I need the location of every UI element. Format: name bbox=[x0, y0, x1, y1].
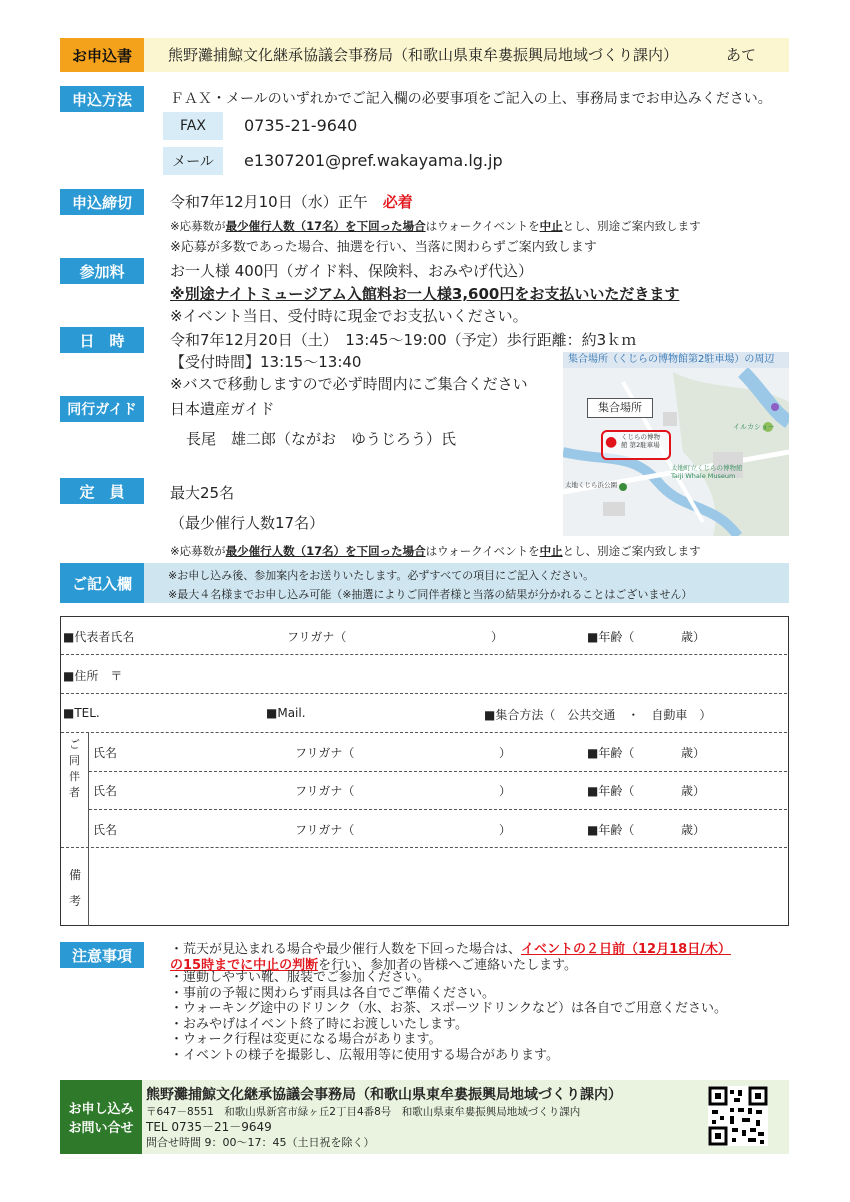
date-line3: ※バスで移動しますので必ず時間内にご集合ください bbox=[170, 375, 528, 393]
companion-name-label: 氏名 bbox=[93, 746, 118, 760]
map-pin-label: くじらの博物館 第2駐車場 bbox=[621, 433, 660, 449]
rep-age-label: ■年齢（ bbox=[587, 630, 635, 644]
companion-name-label: 氏名 bbox=[93, 823, 118, 837]
footer-address: 〒647－8551 和歌山県新宮市緑ヶ丘2丁目4番8号 和歌山県東牟婁振興局地域づくり課内 bbox=[146, 1106, 581, 1118]
method-tag: 申込方法 bbox=[60, 86, 144, 112]
guide-line2: 長尾 雄二郎（ながお ゆうじろう）氏 bbox=[186, 430, 457, 448]
deadline-date: 令和7年12月10日（水）正午 必着 bbox=[170, 193, 413, 211]
map-title: 集合場所（くじらの博物館第2駐車場）の周辺 bbox=[563, 352, 789, 368]
deadline-note1: ※応募数が最少催行人数（17名）を下回った場合はウォークイベントを中止とし、別途ご案内致します bbox=[170, 219, 701, 233]
header-tag: お申込書 bbox=[60, 38, 144, 72]
companion-furigana-label: フリガナ（ bbox=[295, 746, 355, 760]
companion-age-unit: 歳） bbox=[681, 823, 706, 837]
fee-line3: ※イベント当日、受付時に現金でお支払いください。 bbox=[170, 307, 528, 325]
map-label-museum: 太地町立くじらの博物館 Taiji Whale Museum bbox=[671, 464, 743, 480]
gather-method-label: ■集合方法（ 公共交通 ・ 自動車 ） bbox=[484, 708, 712, 722]
companion-age-unit: 歳） bbox=[681, 746, 706, 760]
header-suffix: あて bbox=[726, 46, 757, 64]
capacity-tag: 定 員 bbox=[60, 478, 144, 504]
date-line2: 【受付時間】13:15～13:40 bbox=[170, 353, 362, 371]
form-divider bbox=[61, 847, 787, 848]
rep-name-label: ■代表者氏名 bbox=[63, 630, 135, 644]
caution-line1: ・荒天が見込まれる場合や最少催行人数を下回った場合は、イベントの２日前（12月18日/木） bbox=[170, 942, 731, 957]
companion-label: ご同伴者 bbox=[69, 738, 80, 799]
caution-tag: 注意事項 bbox=[60, 942, 144, 968]
companion-age-label: ■年齢（ bbox=[587, 746, 635, 760]
companion-furigana-label: フリガナ（ bbox=[295, 784, 355, 798]
companion-age-label: ■年齢（ bbox=[587, 784, 635, 798]
footer-tel[interactable]: TEL 0735－21－9649 bbox=[146, 1120, 272, 1134]
method-desc: ＦＡＸ・メールのいずれかでご記入欄の必要事項をご記入の上、事務局までお申込みください。 bbox=[170, 91, 772, 107]
date-tag: 日 時 bbox=[60, 327, 144, 353]
remarks-label: 備考 bbox=[69, 868, 82, 908]
header-recipient: 熊野灘捕鯨文化継承協議会事務局（和歌山県東牟婁振興局地域づくり課内） bbox=[168, 46, 679, 64]
meeting-map[interactable] bbox=[563, 352, 789, 536]
guide-tag: 同行ガイド bbox=[60, 396, 144, 422]
deadline-must: 必着 bbox=[382, 193, 413, 211]
date-line1: 令和7年12月20日（土） 13:45～19:00（予定）歩行距離：約3ｋｍ bbox=[170, 331, 637, 349]
deadline-note2: ※応募が多数であった場合、抽選を行い、当落に関わらずご案内致します bbox=[170, 240, 597, 255]
caution-list bbox=[170, 970, 727, 1063]
footer-org: 熊野灘捕鯨文化継承協議会事務局（和歌山県東牟婁振興局地域づくり課内） bbox=[146, 1087, 622, 1103]
caution-item: ・ウォーキング途中のドリンク（水、お茶、スポーツドリンクなど）は各自でご用意ください。 bbox=[170, 1001, 728, 1016]
companion-furigana-label: フリガナ（ bbox=[295, 823, 355, 837]
companion-age-label: ■年齢（ bbox=[587, 823, 635, 837]
companion-furigana-close: ） bbox=[499, 823, 512, 837]
footer-hours: 問合せ時間 9：00～17：45（土日祝を除く） bbox=[146, 1136, 375, 1149]
fee-line1: お一人様 400円（ガイド料、保険料、おみやげ代込） bbox=[170, 262, 533, 280]
companion-furigana-close: ） bbox=[499, 784, 512, 798]
capacity-line1: 最大25名 bbox=[170, 484, 235, 502]
map-label-dolphin: イルカショー bbox=[733, 423, 775, 431]
companion-age-unit: 歳） bbox=[681, 784, 706, 798]
entry-tag: ご記入欄 bbox=[60, 563, 144, 603]
map-label-park: 太地くじら浜公園 bbox=[565, 481, 617, 489]
mail-field-label: ■Mail. bbox=[266, 706, 306, 720]
map-graphic bbox=[563, 352, 789, 536]
fee-line2: ※別途ナイトミュージアム入館料お一人様3,600円をお支払いいただきます bbox=[170, 285, 680, 303]
form-divider bbox=[89, 771, 787, 772]
rep-age-unit: 歳） bbox=[681, 630, 706, 644]
application-form bbox=[60, 616, 789, 926]
caution-item: ・おみやげはイベント終了時にお渡しいたします。 bbox=[170, 1016, 468, 1032]
form-column-divider bbox=[88, 732, 89, 926]
guide-line1: 日本遺産ガイド bbox=[170, 400, 275, 418]
caution-line2: の15時までに中止の判断を行い、参加者の皆様へご連絡いたします。 bbox=[170, 958, 578, 973]
map-callout: 集合場所 bbox=[587, 398, 653, 418]
caution-item: ・事前の予報に関わらず雨具は各自でご準備ください。 bbox=[170, 985, 496, 1001]
entry-note2: ※最大４名様までお申し込み可能（※抽選によりご同伴者様と当落の結果が分かれることはございません） bbox=[168, 588, 693, 601]
capacity-note: ※応募数が最少催行人数（17名）を下回った場合はウォークイベントを中止とし、別途ご案内致します bbox=[170, 544, 701, 558]
form-divider bbox=[61, 732, 787, 733]
companion-furigana-close: ） bbox=[499, 746, 512, 760]
rep-furigana-label: フリガナ（ bbox=[287, 630, 347, 644]
caution-item: ・運動しやすい靴、服装でご参加ください。 bbox=[170, 970, 431, 985]
footer-tag: お申し込み お問い合せ bbox=[60, 1080, 142, 1154]
form-divider bbox=[89, 809, 787, 810]
mail-label: メール bbox=[163, 147, 223, 175]
tel-label: ■TEL. bbox=[63, 706, 100, 720]
fax-label: FAX bbox=[163, 112, 223, 140]
form-divider bbox=[61, 693, 787, 694]
map-pin-icon: ● bbox=[605, 434, 618, 450]
caution-item: ・ウォーク行程は変更になる場合があります。 bbox=[170, 1032, 442, 1047]
mail-address[interactable]: e1307201@pref.wakayama.lg.jp bbox=[244, 151, 503, 170]
fax-number[interactable]: 0735-21-9640 bbox=[244, 116, 358, 135]
entry-note1: ※お申し込み後、参加案内をお送りいたします。必ずすべての項目にご記入ください。 bbox=[168, 569, 595, 582]
rep-furigana-close: ） bbox=[491, 630, 504, 644]
fee-tag: 参加料 bbox=[60, 258, 144, 284]
companion-name-label: 氏名 bbox=[93, 784, 118, 798]
capacity-line2: （最少催行人数17名） bbox=[170, 514, 325, 532]
address-label: ■住所 〒 bbox=[63, 669, 123, 683]
qr-code-icon[interactable] bbox=[708, 1086, 768, 1146]
form-divider bbox=[61, 654, 787, 655]
caution-item: ・イベントの様子を撮影し、広報用等に使用する場合があります。 bbox=[170, 1047, 559, 1063]
deadline-tag: 申込締切 bbox=[60, 189, 144, 215]
